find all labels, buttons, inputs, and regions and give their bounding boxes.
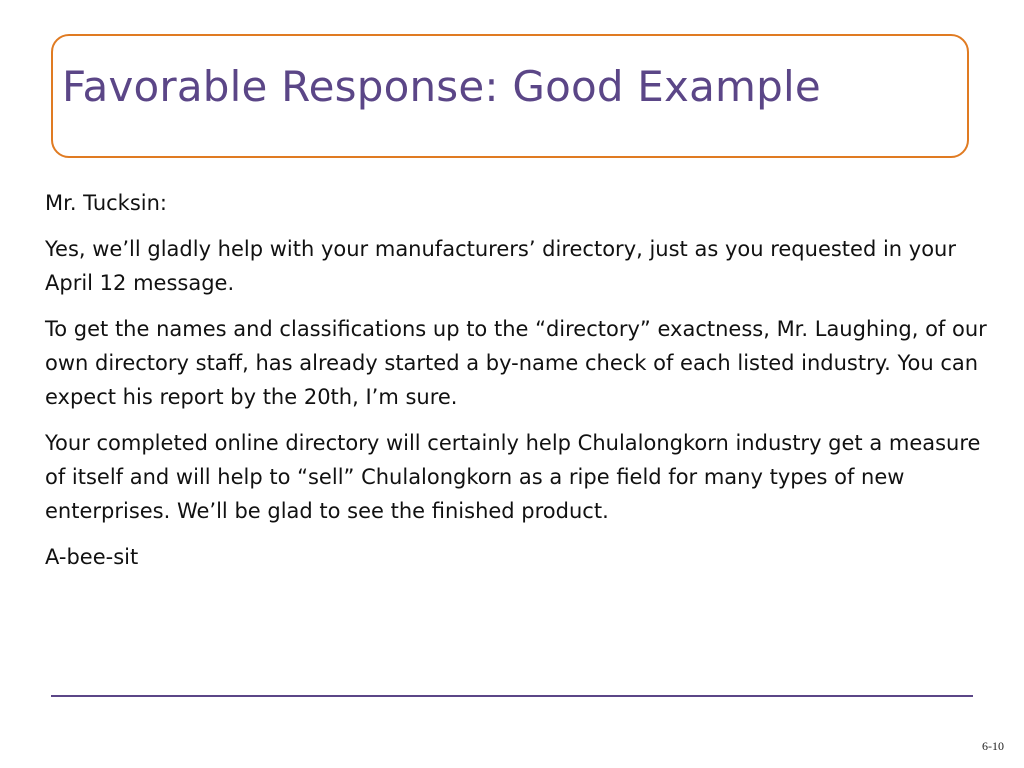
paragraph-2: To get the names and classifications up to the “directory” exactness, Mr. Laughing, of our own directory staff, has already started a by-name check of each listed industry. You can expect his report by the 20th, I’m sure. — [45, 317, 987, 409]
slide-title: Favorable Response: Good Example — [62, 62, 821, 111]
signature: A-bee-sit — [45, 545, 139, 569]
letter-body — [45, 186, 990, 586]
paragraph-1: Yes, we’ll gladly help with your manufacturers’ directory, just as you requested in your April 12 message. — [45, 237, 956, 295]
salutation: Mr. Tucksin: — [45, 191, 167, 215]
footer-divider — [51, 695, 973, 697]
paragraph-3: Your completed online directory will certainly help Chulalongkorn industry get a measure of itself and will help to “sell” Chulalongkorn as a ripe field for many types of new enterprises. We’ll be glad to see the finished product. — [45, 431, 981, 523]
page-number: 6-10 — [982, 739, 1004, 753]
